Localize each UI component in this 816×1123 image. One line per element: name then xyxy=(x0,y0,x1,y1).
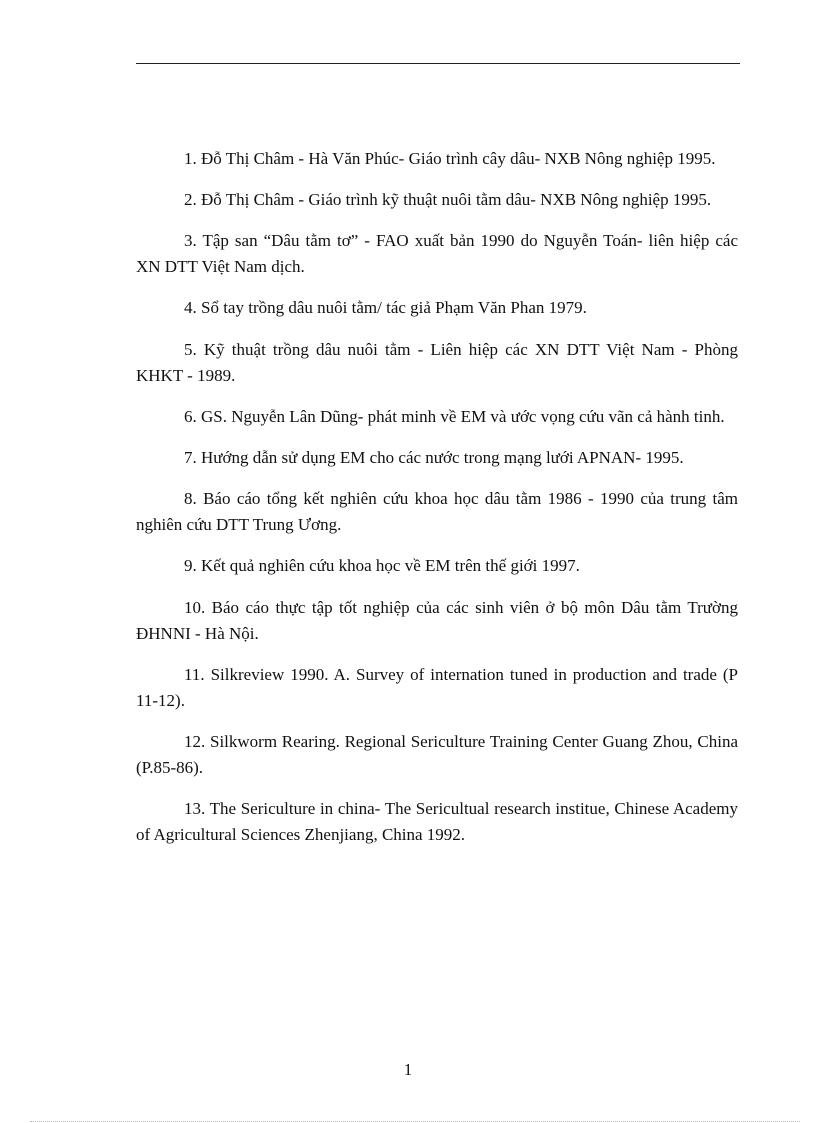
reference-item: 1. Đỗ Thị Châm - Hà Văn Phúc- Giáo trình cây dâu- NXB Nông nghiệp 1995. xyxy=(184,149,716,168)
reference-item: 2. Đỗ Thị Châm - Giáo trình kỹ thuật nuôi tằm dâu- NXB Nông nghiệp 1995. xyxy=(184,190,712,209)
reference-item: 11. Silkreview 1990. A. Survey of internation tuned in production and trade (P 11-12). xyxy=(136,665,738,710)
reference-item: 3. Tập san “Dâu tằm tơ” - FAO xuất bản 1990 do Nguyễn Toán- liên hiệp các XN DTT Việt Nam dịch. xyxy=(136,231,738,276)
reference-item: 4. Sổ tay trồng dâu nuôi tằm/ tác giả Phạm Văn Phan 1979. xyxy=(184,298,587,317)
reference-item: 6. GS. Nguyễn Lân Dũng- phát minh về EM và ước vọng cứu vãn cả hành tinh. xyxy=(184,407,725,426)
reference-item: 8. Báo cáo tổng kết nghiên cứu khoa học dâu tằm 1986 - 1990 của trung tâm nghiên cứu DTT Trung Ương. xyxy=(136,489,738,534)
header-rule xyxy=(136,63,740,64)
reference-item: 7. Hướng dẫn sử dụng EM cho các nước trong mạng lưới APNAN- 1995. xyxy=(184,448,684,467)
reference-item: 5. Kỹ thuật trồng dâu nuôi tằm - Liên hiệp các XN DTT Việt Nam - Phòng KHKT - 1989. xyxy=(136,340,738,385)
reference-list xyxy=(136,146,738,863)
reference-item: 13. The Sericulture in china- The Sericultual research institue, Chinese Academy of Agricultural Sciences Zhenjiang, China 1992. xyxy=(136,799,738,844)
reference-item: 12. Silkworm Rearing. Regional Sericulture Training Center Guang Zhou, China (P.85-86). xyxy=(136,732,738,777)
page-bottom-divider xyxy=(30,1121,800,1122)
reference-item: 10. Báo cáo thực tập tốt nghiệp của các sinh viên ở bộ môn Dâu tằm Trường ĐHNNI - Hà Nội. xyxy=(136,598,738,643)
page-number: 1 xyxy=(403,1060,413,1079)
reference-item: 9. Kết quả nghiên cứu khoa học về EM trên thế giới 1997. xyxy=(184,556,580,575)
